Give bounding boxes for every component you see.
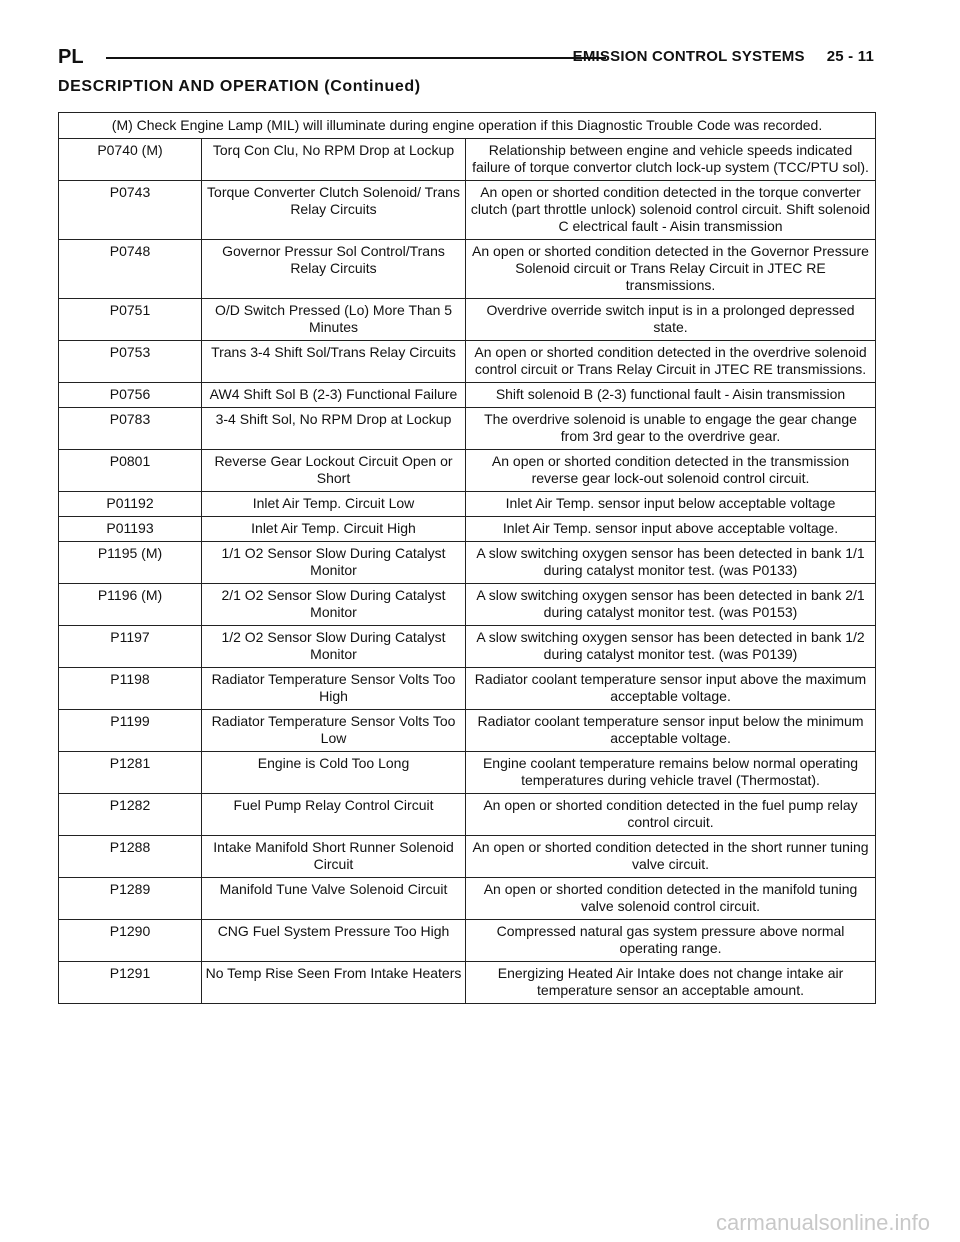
dtc-description-cell: An open or shorted condition detected in the fuel pump relay control circuit. <box>466 794 876 836</box>
table-row <box>59 836 876 878</box>
dtc-description-cell: Overdrive override switch input is in a prolonged depressed state. <box>466 299 876 341</box>
header-right <box>573 44 874 70</box>
dtc-name-cell: CNG Fuel System Pressure Too High <box>202 920 466 962</box>
dtc-description-cell: Inlet Air Temp. sensor input below acceptable voltage <box>466 492 876 517</box>
dtc-description-cell: An open or shorted condition detected in the torque converter clutch (part throttle unlock) solenoid control circuit. Shift solenoid C electrical fault - Aisin transmission <box>466 181 876 240</box>
dtc-code-cell: P1291 <box>59 962 202 1004</box>
table-row <box>59 341 876 383</box>
table-row <box>59 794 876 836</box>
dtc-code-cell: P0751 <box>59 299 202 341</box>
dtc-name-cell: Inlet Air Temp. Circuit High <box>202 517 466 542</box>
dtc-name-cell: Radiator Temperature Sensor Volts Too High <box>202 668 466 710</box>
dtc-description-cell: An open or shorted condition detected in the short runner tuning valve circuit. <box>466 836 876 878</box>
watermark-text: carmanualsonline.info <box>715 1210 930 1235</box>
dtc-name-cell: Governor Pressur Sol Control/Trans Relay Circuits <box>202 240 466 299</box>
dtc-code-cell: P1288 <box>59 836 202 878</box>
table-row <box>59 668 876 710</box>
dtc-name-cell: Torq Con Clu, No RPM Drop at Lockup <box>202 139 466 181</box>
dtc-code-cell: P0801 <box>59 450 202 492</box>
dtc-description-cell: Engine coolant temperature remains below normal operating temperatures during vehicle travel (Thermostat). <box>466 752 876 794</box>
table-row <box>59 752 876 794</box>
dtc-description-cell: A slow switching oxygen sensor has been detected in bank 1/2 during catalyst monitor test. (was P0139) <box>466 626 876 668</box>
table-row <box>59 626 876 668</box>
dtc-description-cell: An open or shorted condition detected in the overdrive solenoid control circuit or Trans Relay Circuit in JTEC RE transmissions. <box>466 341 876 383</box>
table-row <box>59 139 876 181</box>
dtc-code-cell: P0753 <box>59 341 202 383</box>
dtc-name-cell: Intake Manifold Short Runner Solenoid Circuit <box>202 836 466 878</box>
dtc-code-cell: P01192 <box>59 492 202 517</box>
section-name: EMISSION CONTROL SYSTEMS <box>572 48 805 65</box>
table-row <box>59 542 876 584</box>
dtc-code-cell: P0743 <box>59 181 202 240</box>
dtc-name-cell: No Temp Rise Seen From Intake Heaters <box>202 962 466 1004</box>
dtc-description-cell: Inlet Air Temp. sensor input above acceptable voltage. <box>466 517 876 542</box>
header-rule <box>106 57 606 59</box>
dtc-code-cell: P0748 <box>59 240 202 299</box>
dtc-name-cell: 2/1 O2 Sensor Slow During Catalyst Monitor <box>202 584 466 626</box>
dtc-code-cell: P0756 <box>59 383 202 408</box>
dtc-description-cell: The overdrive solenoid is unable to engage the gear change from 3rd gear to the overdrive gear. <box>466 408 876 450</box>
dtc-name-cell: Manifold Tune Valve Solenoid Circuit <box>202 878 466 920</box>
table-row <box>59 710 876 752</box>
dtc-name-cell: Fuel Pump Relay Control Circuit <box>202 794 466 836</box>
section-title: DESCRIPTION AND OPERATION (Continued) <box>58 78 421 95</box>
dtc-description-cell: Relationship between engine and vehicle speeds indicated failure of torque convertor clutch lock-up system (TCC/PTU sol). <box>466 139 876 181</box>
table-row <box>59 299 876 341</box>
dtc-description-cell: An open or shorted condition detected in the manifold tuning valve solenoid control circuit. <box>466 878 876 920</box>
dtc-code-cell: P0783 <box>59 408 202 450</box>
table-row <box>59 920 876 962</box>
table-row <box>59 450 876 492</box>
dtc-description-cell: An open or shorted condition detected in the Governor Pressure Solenoid circuit or Trans Relay Circuit in JTEC RE transmissions. <box>466 240 876 299</box>
dtc-code-cell: P1198 <box>59 668 202 710</box>
table-row <box>59 240 876 299</box>
dtc-code-cell: P01193 <box>59 517 202 542</box>
table-row <box>59 584 876 626</box>
dtc-name-cell: O/D Switch Pressed (Lo) More Than 5 Minutes <box>202 299 466 341</box>
dtc-description-cell: Shift solenoid B (2-3) functional fault - Aisin transmission <box>466 383 876 408</box>
dtc-description-cell: An open or shorted condition detected in the transmission reverse gear lock-out solenoid control circuit. <box>466 450 876 492</box>
dtc-table <box>58 112 876 1004</box>
dtc-name-cell: Torque Converter Clutch Solenoid/ Trans Relay Circuits <box>202 181 466 240</box>
table-row <box>59 962 876 1004</box>
table-row <box>59 383 876 408</box>
dtc-description-cell: A slow switching oxygen sensor has been detected in bank 1/1 during catalyst monitor test. (was P0133) <box>466 542 876 584</box>
dtc-description-cell: Energizing Heated Air Intake does not change intake air temperature sensor an acceptable amount. <box>466 962 876 1004</box>
manual-code: PL <box>58 46 84 68</box>
dtc-code-cell: P1199 <box>59 710 202 752</box>
table-row <box>59 408 876 450</box>
dtc-description-cell: Radiator coolant temperature sensor input above the maximum acceptable voltage. <box>466 668 876 710</box>
dtc-code-cell: P1289 <box>59 878 202 920</box>
table-row <box>59 181 876 240</box>
dtc-name-cell: Reverse Gear Lockout Circuit Open or Short <box>202 450 466 492</box>
dtc-code-cell: P0740 (M) <box>59 139 202 181</box>
dtc-description-cell: Radiator coolant temperature sensor input below the minimum acceptable voltage. <box>466 710 876 752</box>
page-number: 25 - 11 <box>826 48 874 65</box>
dtc-name-cell: 1/2 O2 Sensor Slow During Catalyst Monitor <box>202 626 466 668</box>
dtc-name-cell: 3-4 Shift Sol, No RPM Drop at Lockup <box>202 408 466 450</box>
table-note: (M) Check Engine Lamp (MIL) will illuminate during engine operation if this Diagnostic Trouble Code was recorded. <box>59 113 876 139</box>
table-row <box>59 517 876 542</box>
dtc-description-cell: Compressed natural gas system pressure above normal operating range. <box>466 920 876 962</box>
dtc-name-cell: AW4 Shift Sol B (2-3) Functional Failure <box>202 383 466 408</box>
dtc-name-cell: Trans 3-4 Shift Sol/Trans Relay Circuits <box>202 341 466 383</box>
dtc-code-cell: P1282 <box>59 794 202 836</box>
table-row <box>59 492 876 517</box>
table-note-row <box>59 113 876 139</box>
dtc-code-cell: P1196 (M) <box>59 584 202 626</box>
page-header <box>58 44 874 70</box>
table-row <box>59 878 876 920</box>
dtc-code-cell: P1281 <box>59 752 202 794</box>
dtc-code-cell: P1195 (M) <box>59 542 202 584</box>
dtc-code-cell: P1290 <box>59 920 202 962</box>
dtc-name-cell: Engine is Cold Too Long <box>202 752 466 794</box>
dtc-code-cell: P1197 <box>59 626 202 668</box>
dtc-description-cell: A slow switching oxygen sensor has been detected in bank 2/1 during catalyst monitor test. (was P0153) <box>466 584 876 626</box>
dtc-name-cell: 1/1 O2 Sensor Slow During Catalyst Monitor <box>202 542 466 584</box>
dtc-name-cell: Radiator Temperature Sensor Volts Too Low <box>202 710 466 752</box>
dtc-name-cell: Inlet Air Temp. Circuit Low <box>202 492 466 517</box>
